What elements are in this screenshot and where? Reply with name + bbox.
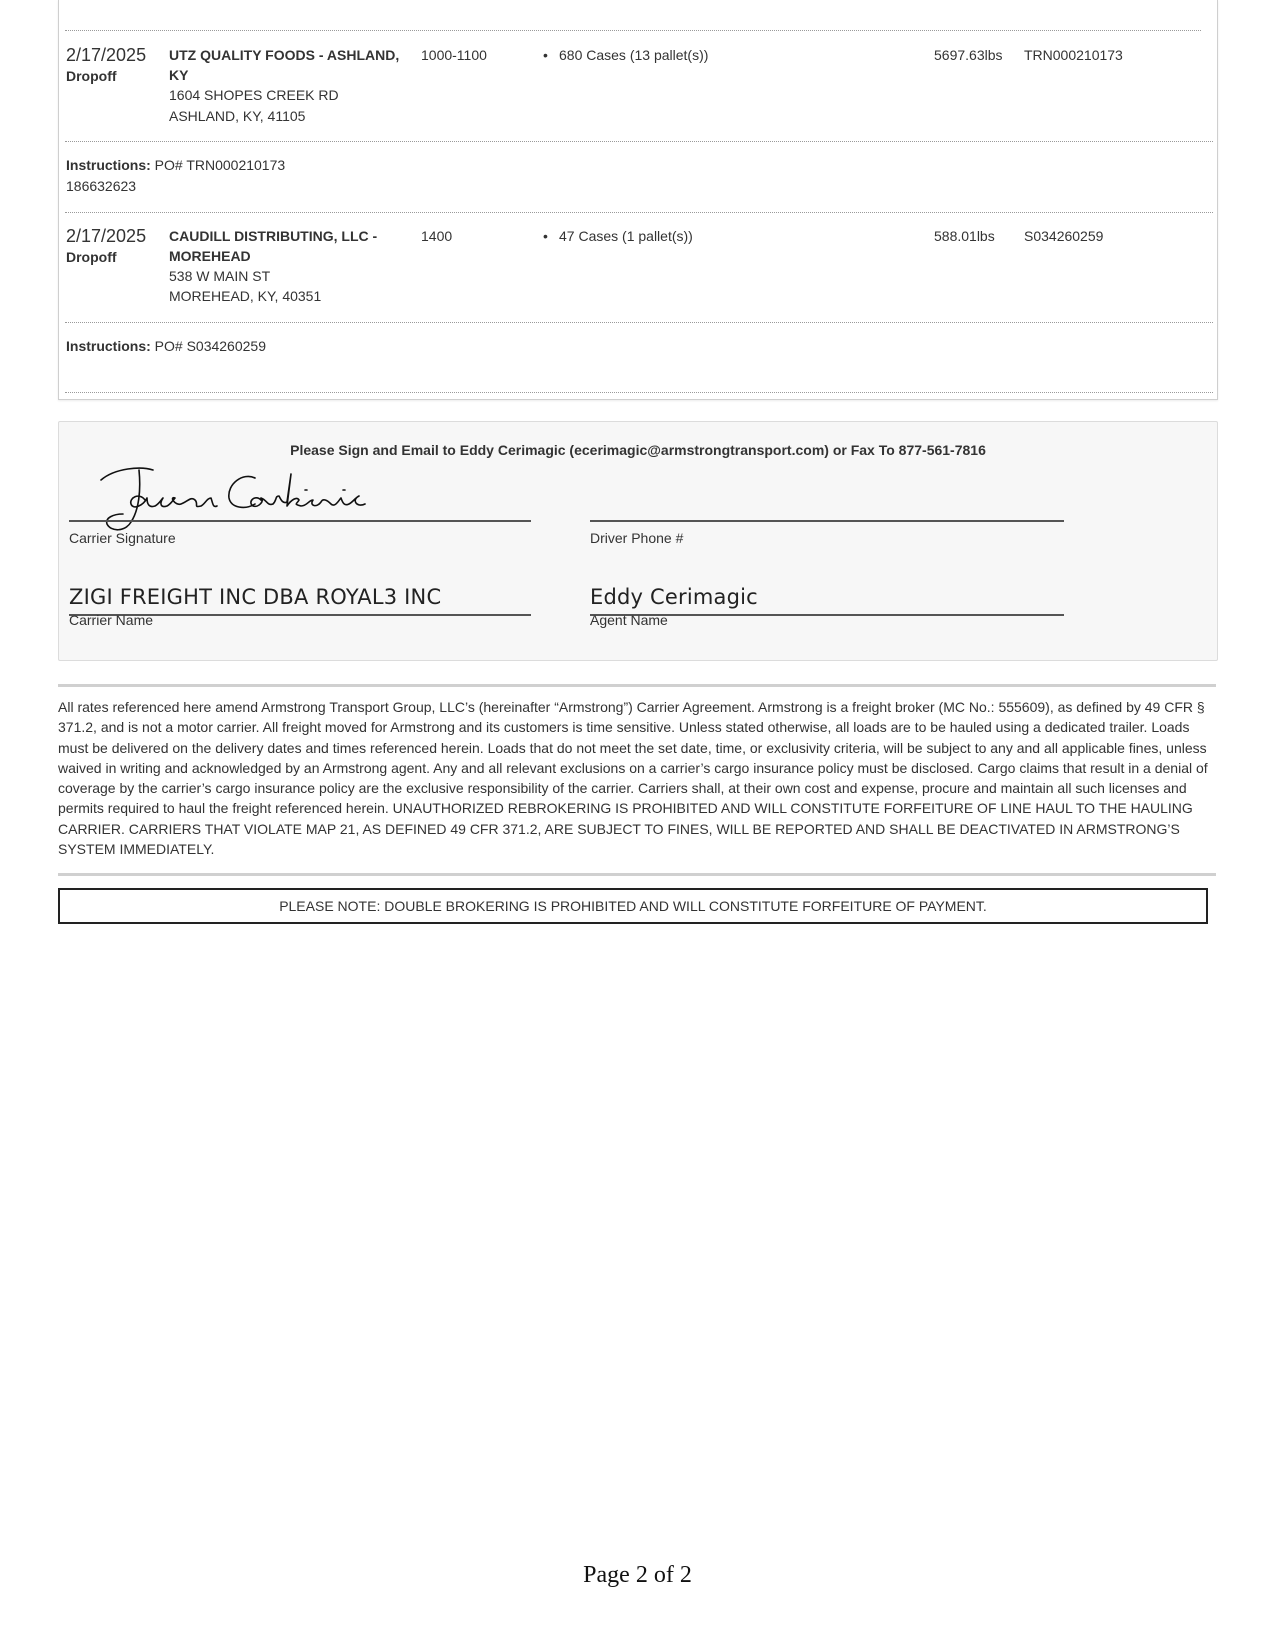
stop-time: 1000-1100 <box>421 47 487 63</box>
row-divider <box>65 322 1213 323</box>
stop-address-line1: 538 W MAIN ST <box>169 268 271 284</box>
stop-quantity: • 47 Cases (1 pallet(s)) <box>559 228 693 244</box>
stop-location-name: UTZ QUALITY FOODS - ASHLAND, KY <box>169 47 400 83</box>
row-divider <box>65 212 1213 213</box>
carrier-name-label: Carrier Name <box>69 612 154 628</box>
agent-name-label: Agent Name <box>590 612 668 628</box>
stop-address-line1: 1604 SHOPES CREEK RD <box>169 87 339 103</box>
stop-location-name: CAUDILL DISTRIBUTING, LLC - MOREHEAD <box>169 228 378 264</box>
stop-weight: 5697.63lbs <box>934 47 1003 63</box>
double-brokering-notice: PLEASE NOTE: DOUBLE BROKERING IS PROHIBITED AND WILL CONSTITUTE FORFEITURE OF PAYMENT. <box>58 888 1208 924</box>
legal-terms: All rates referenced here amend Armstrong Transport Group, LLC’s (hereinafter “Armstrong”) Carrier Agreement. Armstrong is a freight broker (MC No.: 555609), as defined by 49 CFR § 371.2, and is not a motor carrier. All freight moved for Armstrong and its customers is time sensitive. Unless stated otherwise, all loads are to be hauled using a dedicated trailer. Loads must be delivered on the delivery dates and times referenced herein. Loads that do not meet the set date, time, or exclusivity criteria, will be subject to any and all applicable fines, unless waived in writing and acknowledged by an Armstrong agent. Any and all relevant exclusions on a carrier’s cargo insurance policy must be disclosed. Cargo claims that result in a denial of coverage by the carrier’s cargo insurance policy are the exclusive responsibility of the carrier. Carriers shall, at their own cost and expense, procure and maintain all such licenses and permits required to haul the freight referenced herein. UNAUTHORIZED REBROKERING IS PROHIBITED AND WILL CONSTITUTE FORFEITURE OF LINE HAUL TO THE HAULING CARRIER. CARRIERS THAT VIOLATE MAP 21, AS DEFINED 49 CFR 371.2, ARE SUBJECT TO FINES, WILL BE REPORTED AND SHALL BE DEACTIVATED IN ARMSTRONG’S SYSTEM IMMEDIATELY. <box>58 699 1208 858</box>
row-divider <box>65 392 1213 393</box>
stop-reference: S034260259 <box>1024 228 1104 244</box>
stop-date: 2/17/2025 <box>66 226 147 246</box>
stop-address-line2: MOREHEAD, KY, 40351 <box>169 288 322 304</box>
instructions-text: PO# TRN000210173 <box>154 157 286 173</box>
stop-time: 1400 <box>421 228 453 244</box>
carrier-signature-label: Carrier Signature <box>69 530 176 546</box>
divider-top <box>58 684 1216 687</box>
carrier-name-value[interactable]: ZIGI FREIGHT INC DBA ROYAL3 INC <box>69 585 442 609</box>
divider-bottom <box>58 873 1216 876</box>
stop-type: Dropoff <box>66 249 117 265</box>
instructions-label: Instructions: <box>66 338 151 354</box>
instructions-text: PO# S034260259 <box>154 338 266 354</box>
instructions-text-line2: 186632623 <box>66 178 137 194</box>
stop-type: Dropoff <box>66 68 117 84</box>
stop-address-line2: ASHLAND, KY, 41105 <box>169 108 306 124</box>
stop-reference: TRN000210173 <box>1024 47 1123 63</box>
stop-weight: 588.01lbs <box>934 228 995 244</box>
carrier-signature-line <box>69 520 531 522</box>
driver-phone-label: Driver Phone # <box>590 530 684 546</box>
signature-section <box>58 421 1218 661</box>
page-number: Page 2 of 2 <box>583 1562 692 1588</box>
instructions-label: Instructions: <box>66 157 151 173</box>
stops-table <box>58 0 1218 400</box>
row-divider <box>65 141 1213 142</box>
sign-instructions: Please Sign and Email to Eddy Cerimagic (ecerimagic@armstrongtransport.com) or Fax To 877-561-7816 <box>290 442 986 458</box>
row-divider <box>65 30 1201 31</box>
carrier-signature-image <box>95 460 415 540</box>
driver-phone-line <box>590 520 1064 522</box>
stop-date: 2/17/2025 <box>66 45 147 65</box>
stop-quantity: • 680 Cases (13 pallet(s)) <box>559 47 708 63</box>
agent-name-value[interactable]: Eddy Cerimagic <box>590 585 758 609</box>
